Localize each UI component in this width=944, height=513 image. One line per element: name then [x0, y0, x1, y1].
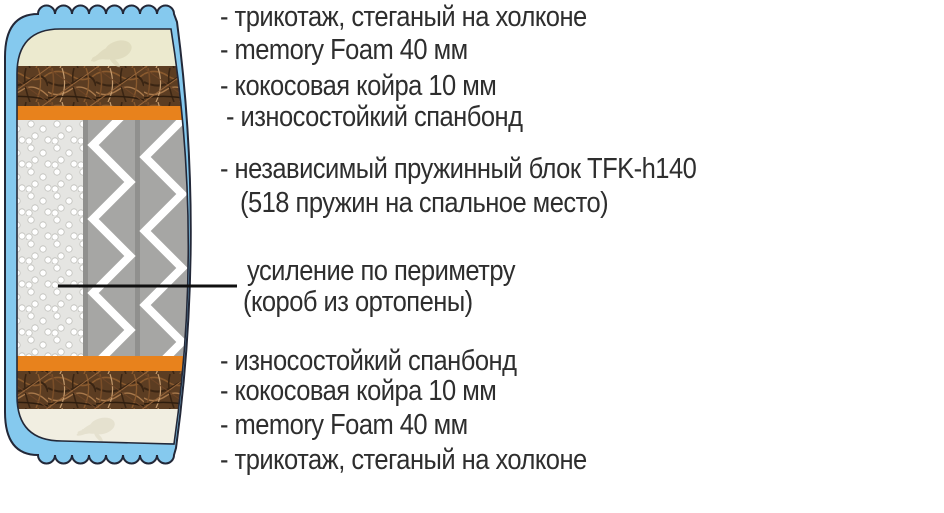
label-cover-top: - трикотаж, стеганый на холконе — [220, 1, 587, 33]
label-perimeter-line2: (короб из ортопены) — [243, 286, 473, 318]
layer-stack — [16, 29, 206, 448]
coir-bottom-layer — [16, 371, 206, 409]
label-coir-bottom: - кокосовая койра 10 мм — [220, 375, 497, 407]
perimeter-box-dots — [16, 120, 83, 356]
label-spanbond-top: - износостойкий спанбонд — [226, 101, 523, 133]
label-coir-top: - кокосовая койра 10 мм — [220, 70, 497, 102]
spring-divider — [83, 120, 88, 356]
spanbond-top-layer — [16, 106, 206, 120]
label-spring-block-line2: (518 пружин на спальное место) — [240, 187, 609, 219]
spanbond-bottom-layer — [16, 356, 206, 371]
label-memory-foam-top: - memory Foam 40 мм — [220, 34, 468, 66]
label-cover-bottom: - трикотаж, стеганый на холконе — [220, 444, 587, 476]
label-memory-foam-bottom: - memory Foam 40 мм — [220, 409, 468, 441]
label-spring-block-line1: - независимый пружинный блок TFK-h140 — [220, 153, 697, 185]
label-spanbond-bottom: - износостойкий спанбонд — [220, 345, 517, 377]
label-perimeter-line1: усиление по периметру — [247, 255, 515, 287]
spring-divider — [135, 120, 140, 356]
